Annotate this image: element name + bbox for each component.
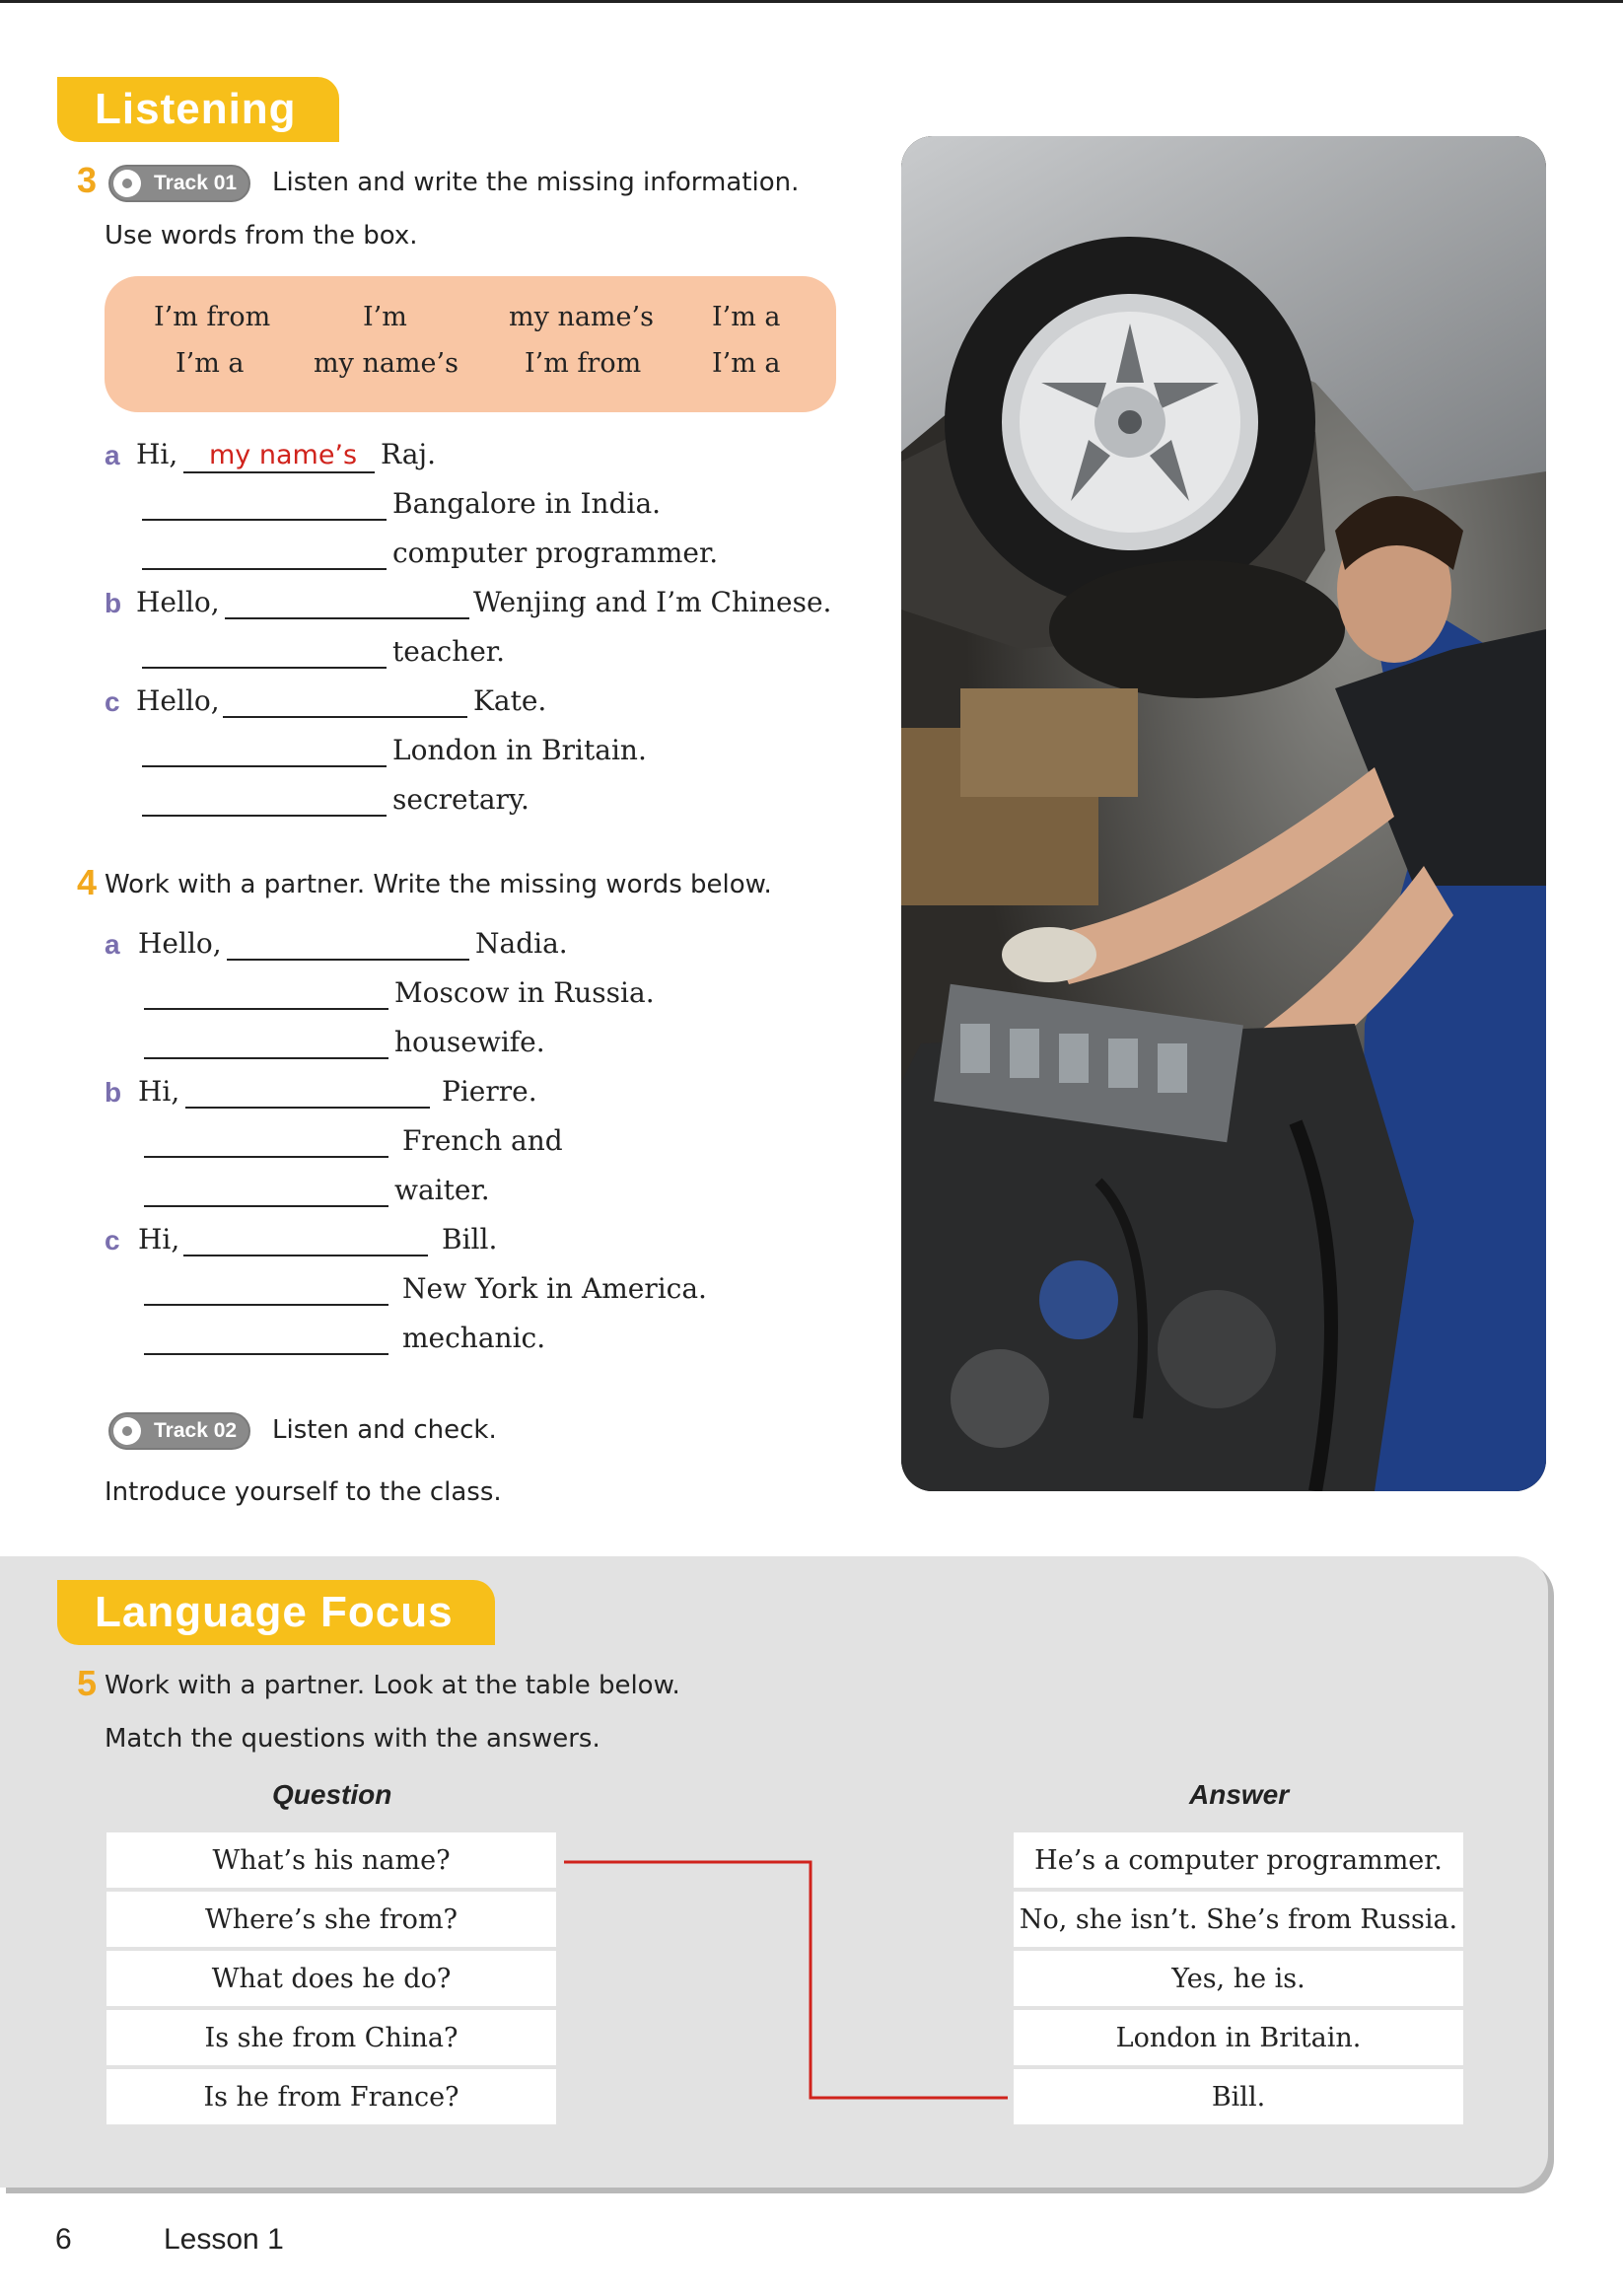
listening-heading-text: Listening xyxy=(95,85,297,133)
ex4-c1-suffix: Bill. xyxy=(442,1223,498,1256)
introduce-instruction: Introduce yourself to the class. xyxy=(105,1477,502,1507)
item-c-letter: c xyxy=(105,1225,120,1256)
track-01-label: Track 01 xyxy=(154,172,238,194)
question-cell[interactable]: What’s his name? xyxy=(106,1832,556,1888)
item-c-letter: c xyxy=(105,686,120,717)
exercise-4-instruction: Work with a partner. Write the missing words below. xyxy=(105,870,772,899)
lesson-label: Lesson 1 xyxy=(164,2223,284,2256)
item-b-letter: b xyxy=(105,588,122,618)
exercise-5-number: 5 xyxy=(77,1663,98,1703)
ex4-c1-prefix: Hi, xyxy=(138,1223,180,1256)
matching-line xyxy=(564,1862,1008,2098)
question-cell[interactable]: What does he do? xyxy=(106,1951,556,2006)
exercise-3-instruction: Listen and write the missing information. xyxy=(272,168,800,197)
question-column-header: Question xyxy=(272,1779,392,1810)
ex4-c3-text: mechanic. xyxy=(402,1322,546,1354)
item-b-letter: b xyxy=(105,1077,122,1108)
ex3-b1-prefix: Hello, xyxy=(136,586,220,618)
question-cell[interactable]: Is she from China? xyxy=(106,2010,556,2065)
ex4-a2-text: Moscow in Russia. xyxy=(394,976,655,1009)
ex3-a1-suffix: Raj. xyxy=(381,438,436,470)
track-02-instruction: Listen and check. xyxy=(272,1415,497,1445)
ex3-a1-prefix: Hi, xyxy=(136,438,178,470)
page-number: 6 xyxy=(55,2223,72,2256)
word-box-item: I’m from xyxy=(525,348,642,379)
ex4-b1-prefix: Hi, xyxy=(138,1075,180,1108)
ex3-a3-text: computer programmer. xyxy=(392,537,719,569)
answer-cell[interactable]: London in Britain. xyxy=(1014,2010,1463,2065)
track-02-label: Track 02 xyxy=(154,1419,238,1442)
word-box-item: I’m a xyxy=(712,302,781,332)
exercise-4-number: 4 xyxy=(77,862,98,902)
ex3-b2-text: teacher. xyxy=(392,635,506,668)
word-box-item: my name’s xyxy=(314,348,459,379)
word-box-item: I’m from xyxy=(154,302,271,332)
question-cell[interactable]: Where’s she from? xyxy=(106,1892,556,1947)
exercise-5-sub-instruction: Match the questions with the answers. xyxy=(105,1724,600,1754)
item-a-letter: a xyxy=(105,929,120,960)
ex3-a1-answer: my name’s xyxy=(209,440,358,470)
ex3-b1-suffix: Wenjing and I’m Chinese. xyxy=(473,586,832,618)
word-box-item: I’m a xyxy=(176,348,245,379)
item-a-letter: a xyxy=(105,440,120,470)
ex4-a1-prefix: Hello, xyxy=(138,927,222,960)
ex4-a1-suffix: Nadia. xyxy=(475,927,568,960)
answer-cell[interactable]: No, she isn’t. She’s from Russia. xyxy=(1014,1892,1463,1947)
answer-cell[interactable]: He’s a computer programmer. xyxy=(1014,1832,1463,1888)
exercise-3-sub-instruction: Use words from the box. xyxy=(105,221,418,251)
answer-cell[interactable]: Bill. xyxy=(1014,2069,1463,2124)
ex3-c1-prefix: Hello, xyxy=(136,684,220,717)
exercise-3-number: 3 xyxy=(77,160,98,200)
ex4-b2-text: French and xyxy=(402,1124,563,1157)
ex4-a3-text: housewife. xyxy=(394,1026,545,1058)
ex3-c2-text: London in Britain. xyxy=(392,734,647,766)
ex4-b3-text: waiter. xyxy=(394,1174,490,1206)
word-box-item: I’m a xyxy=(712,348,781,379)
ex4-c2-text: New York in America. xyxy=(402,1272,707,1305)
word-box-item: I’m xyxy=(363,302,407,332)
question-cell[interactable]: Is he from France? xyxy=(106,2069,556,2124)
answer-cell[interactable]: Yes, he is. xyxy=(1014,1951,1463,2006)
ex3-c3-text: secretary. xyxy=(392,783,529,816)
ex3-a2-text: Bangalore in India. xyxy=(392,487,662,520)
language-focus-heading-text: Language Focus xyxy=(95,1588,454,1636)
answer-column-header: Answer xyxy=(1189,1779,1290,1810)
ex4-b1-suffix: Pierre. xyxy=(442,1075,537,1108)
ex3-c1-suffix: Kate. xyxy=(473,684,547,717)
exercise-5-instruction: Work with a partner. Look at the table below. xyxy=(105,1671,680,1700)
word-box-item: my name’s xyxy=(509,302,654,332)
